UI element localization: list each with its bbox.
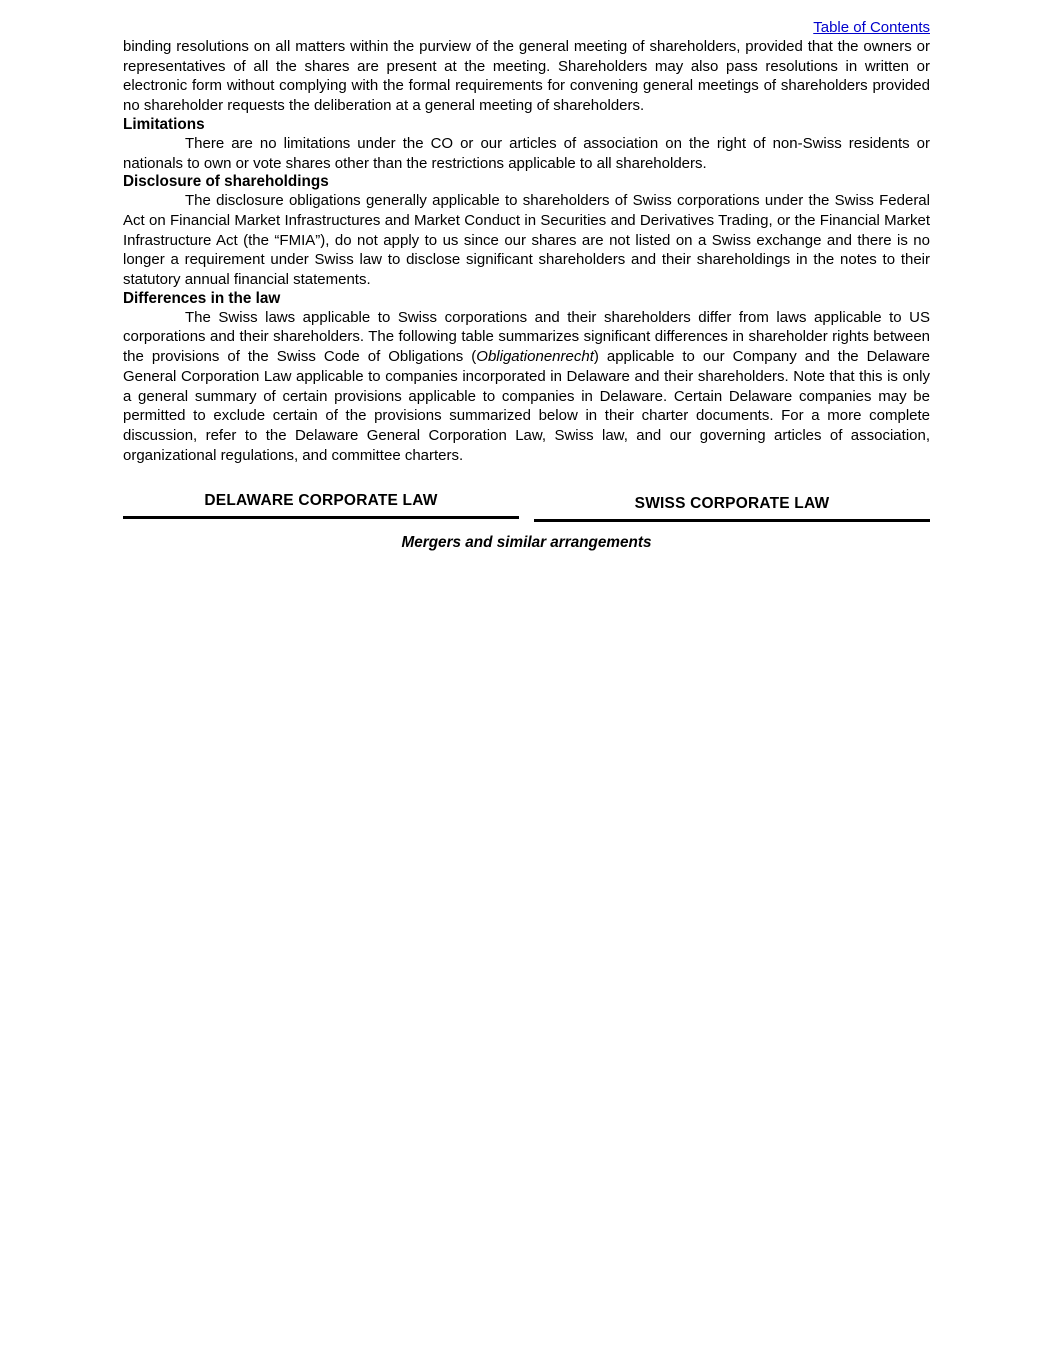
heading-differences-in-the-law: Differences in the law	[123, 289, 281, 307]
page-content	[0, 0, 1055, 552]
comparison-table-header-row	[123, 492, 930, 519]
differences-paragraph-pre: The Swiss laws applicable to Swiss corporations and their shareholders differ from laws applicable to US corporations and their shareholders. The following table summarizes significant differences in shareholder rights between the provisions of the Swiss Code of Obligations (	[123, 308, 930, 366]
toc-link-row	[123, 0, 930, 37]
heading-disclosure-of-shareholdings: Disclosure of shareholdings	[123, 173, 329, 191]
differences-paragraph	[123, 308, 930, 466]
heading-limitations: Limitations	[123, 115, 205, 133]
table-of-contents-link[interactable]: Table of Contents	[813, 19, 930, 36]
column-header-swiss-corporate-law: SWISS CORPORATE LAW	[534, 495, 930, 522]
differences-paragraph-italic-term: Obligationenrecht	[476, 348, 594, 366]
disclosure-paragraph: The disclosure obligations generally applicable to shareholders of Swiss corporations under the Swiss Federal Act on Financial Market Infrastructures and Market Conduct in Securities and Derivatives Trading, or the Financial Market Infrastructure Act (the “FMIA”), do not apply to us since our shares are not listed on a Swiss exchange and there is no longer a requirement under Swiss law to disclose significant shareholders and their shareholdings in the notes to their statutory annual financial statements.	[123, 192, 930, 289]
continuation-paragraph: binding resolutions on all matters within the purview of the general meeting of shareholders, provided that the owners or representatives of all the shares are present at the meeting. Shareholders may also pass resolutions in written or electronic form without complying with the formal requirements for convening general meetings of shareholders provided no shareholder requests the deliberation at a general meeting of shareholders.	[123, 38, 930, 115]
limitations-paragraph: There are no limitations under the CO or our articles of association on the right of non-Swiss residents or nationals to own or vote shares other than the restrictions applicable to all shareholders.	[123, 134, 930, 172]
differences-paragraph-post: ) applicable to our Company and the Delaware General Corporation Law applicable to companies incorporated in Delaware and their shareholders. Note that this is only a general summary of certain provisions applicable to companies in Delaware. Certain Delaware companies may be permitted to exclude certain of the provisions summarized below in their charter documents. For a more complete discussion, refer to the Delaware General Corporation Law, Swiss law, and our governing articles of association, organizational regulations, and committee charters.	[123, 348, 930, 464]
table-section-title-mergers: Mergers and similar arrangements	[401, 534, 652, 552]
column-header-delaware-corporate-law: DELAWARE CORPORATE LAW	[123, 492, 519, 519]
